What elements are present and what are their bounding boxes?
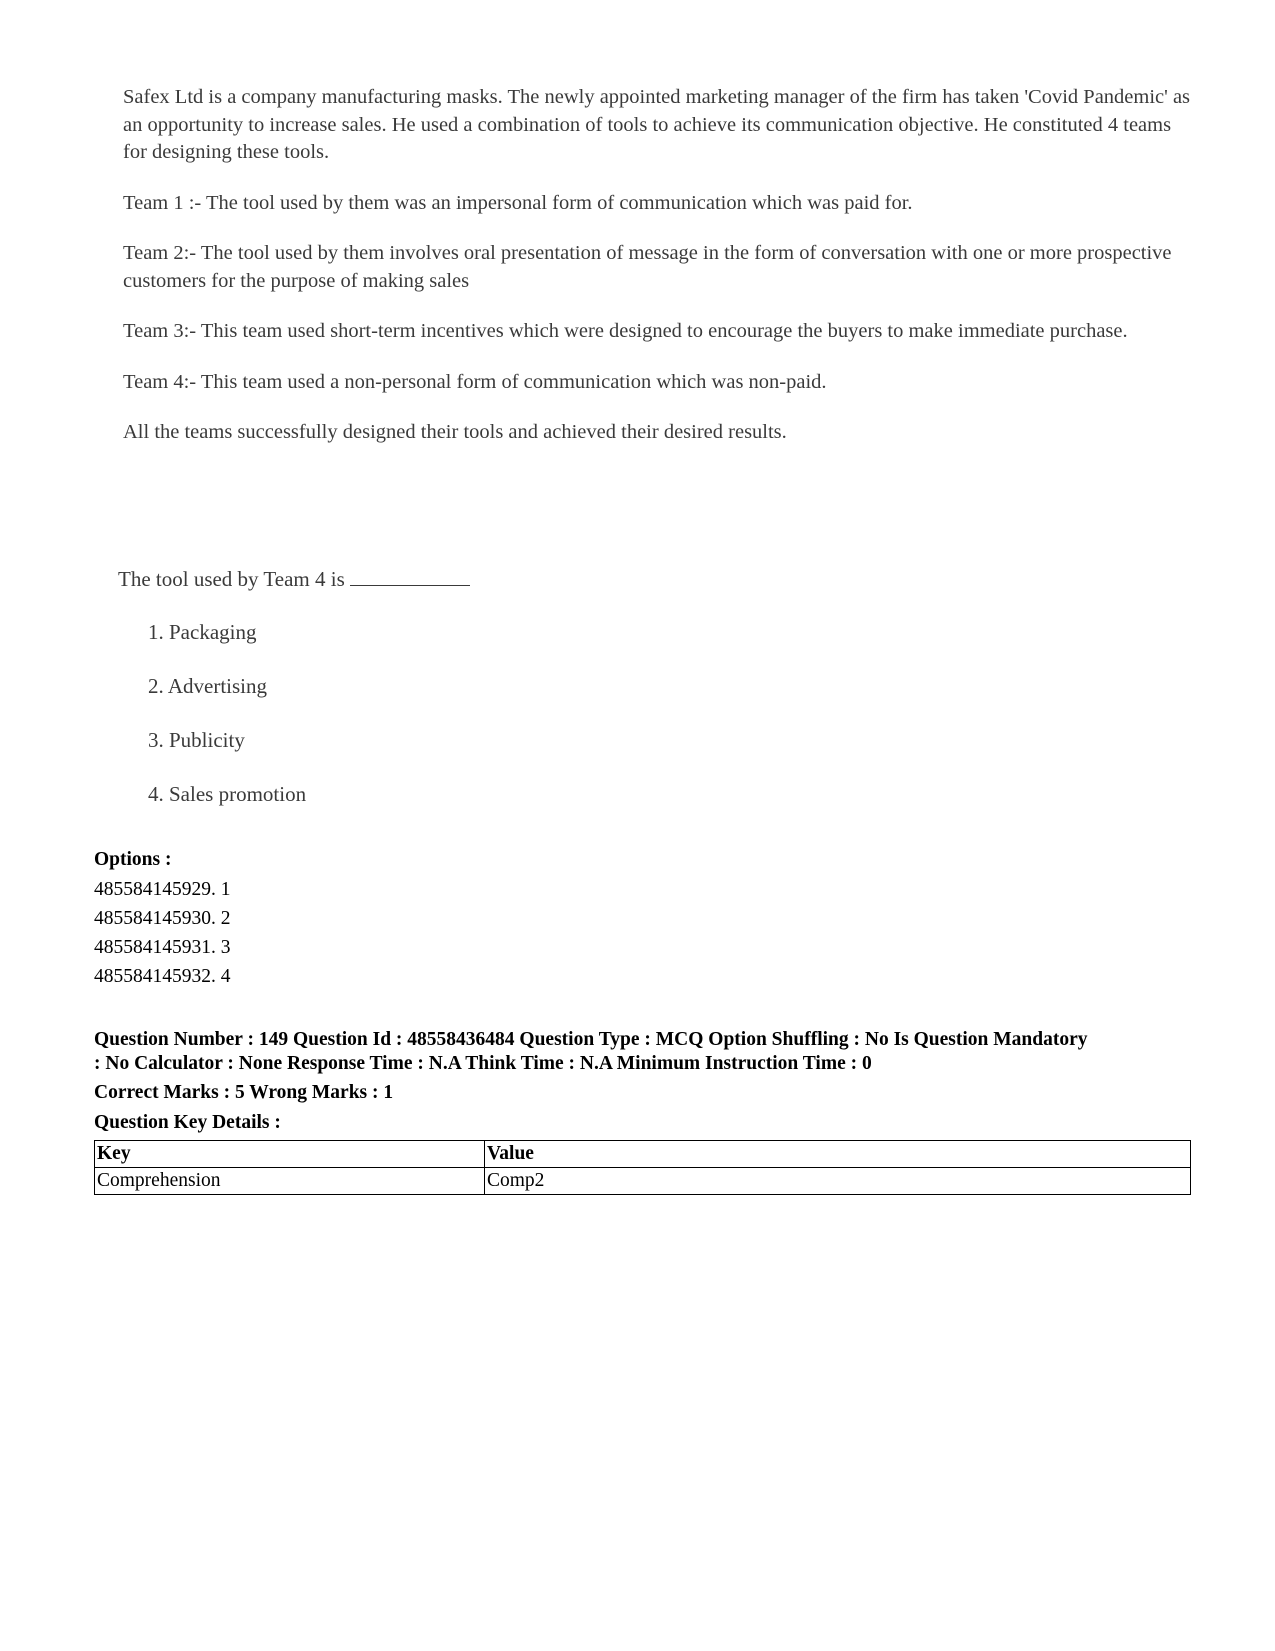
comprehension-passage bbox=[123, 84, 1198, 470]
choice-item: 3. Publicity bbox=[148, 728, 245, 752]
key-details-table bbox=[94, 1140, 1191, 1195]
option-id: 485584145929. 1 bbox=[94, 879, 231, 900]
choice-item: 1. Packaging bbox=[148, 620, 257, 644]
choice-item: 2. Advertising bbox=[148, 674, 267, 698]
question-text: The tool used by Team 4 is bbox=[118, 567, 345, 591]
table-header-value: Value bbox=[485, 1141, 1191, 1168]
choice-item: 4. Sales promotion bbox=[148, 782, 307, 806]
table-header-row bbox=[95, 1141, 1191, 1168]
marks-line: Correct Marks : 5 Wrong Marks : 1 bbox=[94, 1082, 394, 1103]
question-info bbox=[94, 1028, 1204, 1135]
table-cell-value: Comp2 bbox=[485, 1168, 1191, 1195]
passage-intro: Safex Ltd is a company manufacturing masks. The newly appointed marketing manager of the firm has taken 'Covid Pandemic' as an opportunity to increase sales. He used a combination of tools to achieve its communication objective. He constituted 4 teams for designing these tools. bbox=[123, 86, 1191, 163]
key-details-label: Question Key Details : bbox=[94, 1112, 281, 1133]
option-id: 485584145932. 4 bbox=[94, 966, 231, 987]
passage-team4: Team 4:- This team used a non-personal form of communication which was non-paid. bbox=[123, 370, 827, 393]
question-choices bbox=[148, 618, 306, 834]
table-cell-key: Comprehension bbox=[95, 1168, 485, 1195]
question-info-line2: : No Calculator : None Response Time : N.A Think Time : N.A Minimum Instruction Time : 0 bbox=[94, 1053, 872, 1074]
table-row bbox=[95, 1168, 1191, 1195]
options-label: Options : bbox=[94, 849, 172, 870]
passage-conclusion: All the teams successfully designed their tools and achieved their desired results. bbox=[123, 421, 787, 443]
passage-team2: Team 2:- The tool used by them involves oral presentation of message in the form of conversation with one or more prospective customers for the purpose of making sales bbox=[123, 242, 1172, 292]
answer-blank bbox=[350, 567, 470, 586]
question-info-line1: Question Number : 149 Question Id : 48558436484 Question Type : MCQ Option Shuffling : No Is Question Mandatory bbox=[94, 1029, 1088, 1050]
table-header-key: Key bbox=[95, 1141, 485, 1168]
passage-team3: Team 3:- This team used short-term incentives which were designed to encourage the buyers to make immediate purchase. bbox=[123, 320, 1128, 342]
question-stem bbox=[118, 565, 470, 593]
option-id: 485584145931. 3 bbox=[94, 937, 231, 958]
option-id: 485584145930. 2 bbox=[94, 908, 231, 929]
passage-team1: Team 1 :- The tool used by them was an impersonal form of communication which was paid for. bbox=[123, 191, 913, 214]
options-block bbox=[94, 845, 1194, 991]
